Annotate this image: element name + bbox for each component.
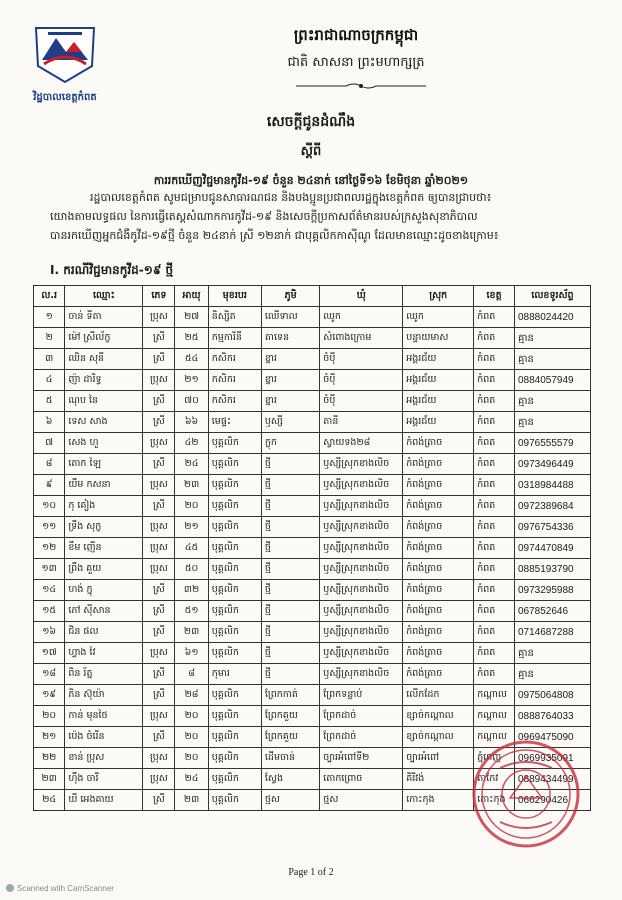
table-cell: ហ៊ឹង ចារី [65, 769, 143, 790]
table-cell: ២៣ [175, 622, 208, 643]
table-row [34, 601, 591, 622]
notice-subject: ការរកឃើញវិជ្ជមានកូវីដ-១៩ ចំនួន ២៤នាក់ នៅថ្ងៃទី១៦ ខែមិថុនា ឆ្នាំ២០២១ [153, 174, 469, 187]
table-cell: បុគ្គលិក [208, 538, 261, 559]
table-cell: និស្សិត [208, 307, 261, 328]
table-cell: កំពង់ត្រាច [403, 496, 474, 517]
table-cell: ភិន ស៊ុយ៉ា [65, 685, 143, 706]
paragraph-line: រដ្ឋបាលខេត្តកំពត សូមជម្រាបជូនសាធារណជន និងបងប្អូនប្រជាពលរដ្ឋក្នុងខេត្តកំពត ឲ្យបានជ្រាបថា៖ [90, 191, 492, 204]
table-cell: ព្រឹង គួយ [65, 559, 143, 580]
table-cell: ខ្នារ [261, 349, 319, 370]
table-cell: ហង់ ក្នុ [65, 580, 143, 601]
table-cell: ៦ [34, 412, 65, 433]
national-motto: ជាតិ សាសនា ព្រះមហាក្សត្រ [287, 55, 425, 70]
table-cell: កំពត [474, 454, 515, 475]
table-cell: ខ្នារ [261, 370, 319, 391]
table-cell: ៩ [34, 475, 65, 496]
table-cell: ប្រុស [143, 475, 175, 496]
table-cell: កំពត [474, 664, 515, 685]
table-row [34, 580, 591, 601]
notice-about: ស្តីពី [300, 144, 322, 159]
table-cell: បុគ្គលិក [208, 748, 261, 769]
table-cell: ២១ [34, 727, 65, 748]
table-cell: ៣២ [175, 580, 208, 601]
table-cell: 0969935091 [514, 748, 590, 769]
table-cell: ឫស្សីស្រុកខាងលិច [320, 601, 403, 622]
table-cell: កំពត [474, 433, 515, 454]
table-cell: អង្គរជ័យ [403, 349, 474, 370]
table-cell: ថ្មី [261, 454, 319, 475]
table-cell: ១៤ [34, 580, 65, 601]
scanner-text: Scanned with CamScanner [17, 884, 114, 893]
column-header: ភូមិ [261, 286, 319, 307]
table-cell: ៦១ [175, 643, 208, 664]
table-cell: បន្ទាយមាស [403, 328, 474, 349]
table-cell: ៤២ [175, 433, 208, 454]
table-cell: តោក ឡៃ [65, 454, 143, 475]
table-cell: បុគ្គលិក [208, 622, 261, 643]
column-header: លេខទូរស័ព្ទ [514, 286, 590, 307]
table-cell: ប្រុស [143, 706, 175, 727]
table-cell: ២៣ [175, 475, 208, 496]
table-cell: ម៉ៅ ស្រីល័ក្ខ [65, 328, 143, 349]
table-cell: ព្រែកដាច់ [320, 706, 403, 727]
table-cell: ខ្នារ [261, 391, 319, 412]
table-cell: ឃី អេងគាយ [65, 790, 143, 811]
table-cell: 0976754336 [514, 517, 590, 538]
table-cell: ខាន់ ប្រុស [65, 748, 143, 769]
table-cell: ថ្មី [261, 601, 319, 622]
header-ornament-divider [296, 82, 426, 90]
table-cell: អង្គរជ័យ [403, 391, 474, 412]
column-header: ឃុំ [320, 286, 403, 307]
table-cell: ស្រី [143, 601, 175, 622]
table-cell: បុគ្គលិក [208, 685, 261, 706]
table-cell: ឈើទាល [261, 307, 319, 328]
table-cell: កម្មការិនី [208, 328, 261, 349]
logo-caption: វិដ្ឋបាលខេត្តកំពត [33, 92, 97, 103]
table-cell: ស្រី [143, 790, 175, 811]
table-row [34, 559, 591, 580]
table-cell: ថ្មស [261, 790, 319, 811]
table-cell: ស្រី [143, 664, 175, 685]
table-cell: កំពង់ត្រាច [403, 475, 474, 496]
table-cell: ស្រី [143, 685, 175, 706]
table-cell: ២២ [34, 748, 65, 769]
table-row [34, 685, 591, 706]
table-cell: ២៤ [34, 790, 65, 811]
scanner-watermark [6, 884, 114, 893]
table-cell: ឫស្សីស្រុកខាងលិច [320, 475, 403, 496]
column-header: ភេទ [143, 286, 175, 307]
table-cell: ស្រី [143, 328, 175, 349]
table-cell: កំពត [474, 622, 515, 643]
table-cell: 0889434499 [514, 769, 590, 790]
table-row [34, 454, 591, 475]
table-cell: កុ គៀង [65, 496, 143, 517]
table-cell: ស្រី [143, 727, 175, 748]
table-cell: ភ្នំពេញ [474, 748, 515, 769]
table-cell: កំពត [474, 349, 515, 370]
table-cell: កំពត [474, 328, 515, 349]
section-heading: I. ករណីវិជ្ជមានកូវីដ-១៩ ថ្មី [50, 263, 174, 277]
table-cell: កំពត [474, 559, 515, 580]
table-cell: ១៦ [34, 622, 65, 643]
table-cell: ៥១ [175, 601, 208, 622]
table-cell: ញ៉ា ដារិទ្ធ [65, 370, 143, 391]
table-cell: ឫស្សីស្រុកខាងលិច [320, 454, 403, 475]
table-cell: ថ្មី [261, 664, 319, 685]
table-cell: អង្គរជ័យ [403, 370, 474, 391]
table-cell: ៧០ [175, 391, 208, 412]
table-cell: កំពត [474, 538, 515, 559]
table-cell: ៥ [34, 391, 65, 412]
table-cell: បុគ្គលិក [208, 475, 261, 496]
table-cell: បុគ្គលិក [208, 559, 261, 580]
table-cell: ទេស សាង [65, 412, 143, 433]
table-cell: កំពង់ត្រាច [403, 622, 474, 643]
column-header: ឈ្មោះ [65, 286, 143, 307]
document-header [0, 26, 622, 73]
table-cell: ១០ [34, 496, 65, 517]
table-cell: កំពត [474, 517, 515, 538]
page-number: Page 1 of 2 [288, 867, 334, 878]
official-seal-icon [470, 738, 582, 850]
table-cell: ឫស្សីស្រុកខាងលិច [320, 517, 403, 538]
table-cell: លើកដែក [403, 685, 474, 706]
table-cell: កោះកុង [403, 790, 474, 811]
table-cell: 0973496449 [514, 454, 590, 475]
table-cell: ២៥ [175, 328, 208, 349]
table-cell: ប្រុស [143, 538, 175, 559]
table-cell: កសិករ [208, 391, 261, 412]
notice-paragraph [50, 188, 582, 245]
table-cell: ១៧ [34, 643, 65, 664]
table-cell: ច្បារអំពៅទី២ [320, 748, 403, 769]
table-cell: ឫស្សីស្រុកខាងលិច [320, 622, 403, 643]
table-cell: ណុប នៃ [65, 391, 143, 412]
table-cell: ហ្វាង វៃ [65, 643, 143, 664]
table-cell: ១៥ [34, 601, 65, 622]
table-cell: ២៤ [175, 769, 208, 790]
table-row [34, 475, 591, 496]
table-cell: កំពត [474, 412, 515, 433]
table-cell: កំពង់ត្រាច [403, 517, 474, 538]
table-cell: សំពោងក្រោម [320, 328, 403, 349]
table-cell: បុគ្គលិក [208, 769, 261, 790]
table-cell: ២១ [175, 517, 208, 538]
table-cell: កំពត [474, 475, 515, 496]
table-cell: បុគ្គលិក [208, 580, 261, 601]
table-cell: ច្បារអំពៅ [403, 748, 474, 769]
table-cell: គ្មាន [514, 349, 590, 370]
table-row [34, 622, 591, 643]
table-cell: គ្មាន [514, 391, 590, 412]
table-row [34, 517, 591, 538]
table-row [34, 706, 591, 727]
table-cell: កុមារ [208, 664, 261, 685]
table-cell: កណ្តាល [474, 706, 515, 727]
table-cell: ឫស្សីស្រុកខាងលិច [320, 664, 403, 685]
column-header: មុខរបរ [208, 286, 261, 307]
table-cell: ២ [34, 328, 65, 349]
table-cell: ថ្មី [261, 643, 319, 664]
table-cell: បុគ្គលិក [208, 496, 261, 517]
table-cell: បុគ្គលិក [208, 643, 261, 664]
table-cell: កំពង់ត្រាច [403, 664, 474, 685]
table-cell: ខ្សាច់កណ្តាល [403, 706, 474, 727]
table-cell: កំពត [474, 391, 515, 412]
table-cell: ចំប៉ី [320, 391, 403, 412]
table-cell: បុគ្គលិក [208, 790, 261, 811]
table-cell: គ្មាន [514, 643, 590, 664]
table-cell: ព្រែកគួយ [261, 706, 319, 727]
table-row [34, 412, 591, 433]
table-cell: គ្មាន [514, 412, 590, 433]
notice-title-block [0, 112, 622, 190]
table-cell: ២៨ [175, 685, 208, 706]
table-cell: ថ្មី [261, 538, 319, 559]
table-header-row [34, 286, 591, 307]
table-row [34, 538, 591, 559]
table-cell: បុគ្គលិក [208, 601, 261, 622]
table-cell: ស្វាយទង២៨ [320, 433, 403, 454]
table-cell: ២១ [175, 370, 208, 391]
table-cell: មេផ្ទះ [208, 412, 261, 433]
table-cell: កំពត [474, 496, 515, 517]
table-cell: ២៣ [34, 769, 65, 790]
table-cell: ព្រែកកាត់ [261, 685, 319, 706]
table-cell: ៤៥ [175, 538, 208, 559]
table-cell: ៥៤ [175, 349, 208, 370]
table-row [34, 328, 591, 349]
table-cell: តោកព្រោច [320, 769, 403, 790]
table-cell: ១ [34, 307, 65, 328]
table-cell: 0974470849 [514, 538, 590, 559]
table-cell: ស្រី [143, 580, 175, 601]
table-cell: បុគ្គលិក [208, 517, 261, 538]
table-cell: បុគ្គលិក [208, 433, 261, 454]
table-cell: កំពត [474, 580, 515, 601]
table-cell: កាន់ មុនថៃ [65, 706, 143, 727]
table-cell: ជិន ផល [65, 622, 143, 643]
table-cell: ៦៦ [175, 412, 208, 433]
table-cell: ស្រី [143, 496, 175, 517]
table-cell: ស្រី [143, 454, 175, 475]
table-cell: ថ្មស [320, 790, 403, 811]
table-cell: ព្រែកដាច់ [320, 727, 403, 748]
table-cell: កំពង់ត្រាច [403, 433, 474, 454]
table-cell: ស្រី [143, 391, 175, 412]
table-cell: កំពង់ត្រាច [403, 643, 474, 664]
table-row [34, 433, 591, 454]
table-cell: កំពត [474, 370, 515, 391]
table-cell: ប្រុស [143, 517, 175, 538]
column-header: ល.រ [34, 286, 65, 307]
table-cell: ៥០ [175, 559, 208, 580]
table-cell: 0885193790 [514, 559, 590, 580]
table-cell: គ្មាន [514, 328, 590, 349]
table-cell: យឹម កសនា [65, 475, 143, 496]
table-cell: ១១ [34, 517, 65, 538]
table-cell: កំពត [474, 643, 515, 664]
table-cell: កណ្តាល [474, 727, 515, 748]
table-cell: ថ្មី [261, 622, 319, 643]
table-cell: ឫស្សីស្រុកខាងលិច [320, 643, 403, 664]
table-cell: ឫស្សីស្រុកខាងលិច [320, 559, 403, 580]
table-cell: ឫស្សីស្រុកខាងលិច [320, 538, 403, 559]
table-cell: ថ្មី [261, 475, 319, 496]
table-row [34, 643, 591, 664]
table-cell: ២០ [175, 748, 208, 769]
table-cell: កណ្តាល [474, 685, 515, 706]
table-cell: ព្រែកគួយ [261, 727, 319, 748]
table-cell: កំពង់ត្រាច [403, 454, 474, 475]
notice-title: សេចក្តីជូនដំណឹង [266, 114, 356, 130]
table-cell: ចំប៉ី [320, 349, 403, 370]
table-cell: 0888764033 [514, 706, 590, 727]
table-cell: ប៉េង ចំរើន [65, 727, 143, 748]
table-row [34, 349, 591, 370]
table-cell: 0318984488 [514, 475, 590, 496]
table-cell: ប្រុស [143, 370, 175, 391]
table-cell: តាទេន [261, 328, 319, 349]
cases-table [33, 285, 591, 811]
table-cell: 0972389684 [514, 496, 590, 517]
camscanner-icon [6, 884, 14, 892]
table-cell: កំពង់ត្រាច [403, 580, 474, 601]
table-cell: គ្មាន [514, 664, 590, 685]
table-cell: សេង ហួ [65, 433, 143, 454]
table-cell: ឫស្សីស្រុកខាងលិច [320, 580, 403, 601]
table-cell: តាកែវ [474, 769, 515, 790]
table-cell: 066290426 [514, 790, 590, 811]
table-cell: ថ្មី [261, 517, 319, 538]
table-cell: ឫស្សី [261, 412, 319, 433]
table-cell: កំពង់ត្រាច [403, 601, 474, 622]
table-cell: 0884057949 [514, 370, 590, 391]
table-cell: 0973295988 [514, 580, 590, 601]
table-cell: ប្រុស [143, 748, 175, 769]
table-cell: ស្រី [143, 412, 175, 433]
table-cell: អង្គរជ័យ [403, 412, 474, 433]
table-cell: បុគ្គលិក [208, 454, 261, 475]
table-cell: ឈិន សុនី [65, 349, 143, 370]
paragraph-line: បានរកឃើញអ្នកជំងឺកូវីដ-១៩ថ្មី ចំនួន ២៤នាក់ ស្រី ១២នាក់ ជាបុគ្គលិកកាស៊ីណូ ដែលមានឈ្មោះដូចខាងក្រោម៖ [50, 229, 499, 242]
table-cell: ថ្មី [261, 559, 319, 580]
table-cell: បុគ្គលិក [208, 727, 261, 748]
table-cell: ប្រុស [143, 433, 175, 454]
table-cell: 067852646 [514, 601, 590, 622]
table-cell: ៧ [34, 433, 65, 454]
paragraph-line: យោងតាមលទ្ធផល នៃការធ្វើតេស្តសំណាកការកូវីដ-១៩ និងសេចក្តីប្រកាសព័ត៌មានរបស់ក្រសួងសុខាភិបាល [50, 210, 478, 223]
table-cell: 0714687288 [514, 622, 590, 643]
table-cell: ស្រី [143, 349, 175, 370]
table-cell: ២០ [175, 706, 208, 727]
table-cell: 0969475090 [514, 727, 590, 748]
table-cell: ២០ [175, 727, 208, 748]
column-header: ស្រុក [403, 286, 474, 307]
column-header: អាយុ [175, 286, 208, 307]
table-cell: ១៨ [34, 664, 65, 685]
table-cell: ខឹម ញើន [65, 538, 143, 559]
table-cell: 0975064808 [514, 685, 590, 706]
table-cell: ភៅ ស៊ីសាន [65, 601, 143, 622]
table-row [34, 307, 591, 328]
table-cell: ២០ [34, 706, 65, 727]
table-cell: បុគ្គលិក [208, 706, 261, 727]
table-cell: ឈូក [403, 307, 474, 328]
table-cell: ៨ [34, 454, 65, 475]
table-cell: ប្រុស [143, 559, 175, 580]
table-row [34, 496, 591, 517]
table-cell: ២៧ [175, 307, 208, 328]
table-cell: ប្រុស [143, 769, 175, 790]
table-row [34, 664, 591, 685]
table-cell: ឈូក [320, 307, 403, 328]
table-cell: ៨ [175, 664, 208, 685]
table-cell: ប្រុស [143, 307, 175, 328]
table-cell: កំពង់ត្រាច [403, 538, 474, 559]
table-cell: ស្រី [143, 622, 175, 643]
table-cell: ៤ [34, 370, 65, 391]
table-cell: កោះកុង [474, 790, 515, 811]
table-cell: ២៣ [175, 790, 208, 811]
table-cell: ចំប៉ី [320, 370, 403, 391]
table-cell: កសិករ [208, 370, 261, 391]
table-cell: 0976555579 [514, 433, 590, 454]
kingdom-title: ព្រះរាជាណាចក្រកម្ពុជា [293, 26, 419, 44]
table-cell: កំពង់ត្រាច [403, 559, 474, 580]
table-cell: ប្រុស [143, 643, 175, 664]
table-row [34, 391, 591, 412]
table-cell: កំពត [474, 601, 515, 622]
table-cell: 0888024420 [514, 307, 590, 328]
table-cell: ៣ [34, 349, 65, 370]
table-cell: ដើមចាន់ [261, 748, 319, 769]
table-cell: ចាន់ ទីតា [65, 307, 143, 328]
table-cell: ទ្រឹង សុក្ខ [65, 517, 143, 538]
table-cell: ឫស្សីស្រុកខាងលិច [320, 496, 403, 517]
table-cell: តានី [320, 412, 403, 433]
table-cell: កំពត [474, 307, 515, 328]
table-cell: ក្លុក [261, 433, 319, 454]
table-row [34, 370, 591, 391]
table-cell: ២០ [175, 496, 208, 517]
table-cell: ១២ [34, 538, 65, 559]
table-cell: គិរីវង់ [403, 769, 474, 790]
table-cell: ស្វែង [261, 769, 319, 790]
table-cell: ព្រែកទន្លាប់ [320, 685, 403, 706]
table-cell: ថ្មី [261, 580, 319, 601]
table-cell: ២៤ [175, 454, 208, 475]
table-cell: ថ្មី [261, 496, 319, 517]
table-body [34, 307, 591, 811]
table-cell: ១៩ [34, 685, 65, 706]
table-cell: ពិន រ័ត្ន [65, 664, 143, 685]
table-cell: ខ្សាច់កណ្តាល [403, 727, 474, 748]
table-cell: ១៣ [34, 559, 65, 580]
column-header: ខេត្ត [474, 286, 515, 307]
table-cell: កសិករ [208, 349, 261, 370]
